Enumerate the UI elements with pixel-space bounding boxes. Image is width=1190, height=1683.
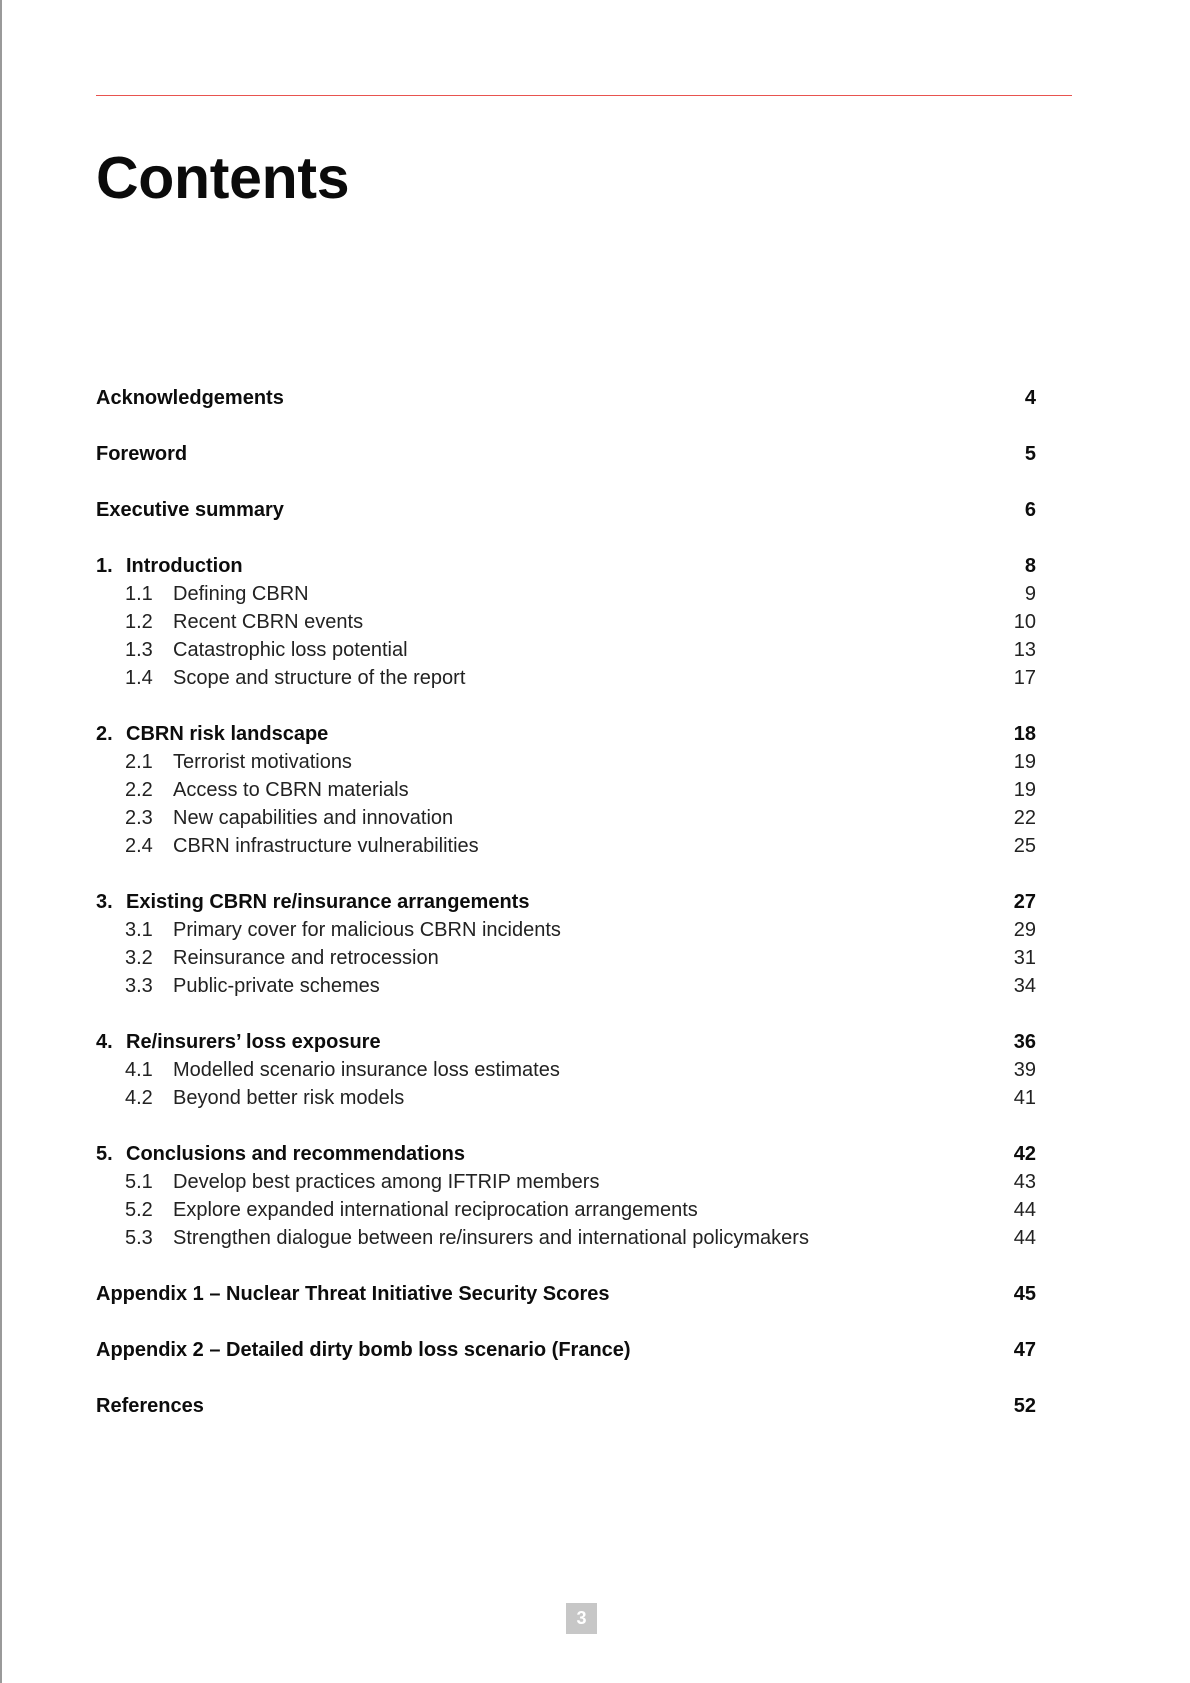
toc-section-title: Conclusions and recommendations — [126, 1143, 465, 1165]
toc-subsection-title: Beyond better risk models — [173, 1087, 405, 1109]
toc-entry-title: Appendix 2 – Detailed dirty bomb loss scenario (France) — [96, 1339, 631, 1361]
toc-entry-page: 4 — [1024, 387, 1036, 409]
toc-subsection-3-1[interactable] — [96, 916, 1036, 944]
table-of-contents — [96, 384, 1036, 1420]
toc-subsection-title: Terrorist motivations — [173, 751, 352, 773]
toc-subsection-page: 10 — [1013, 611, 1036, 633]
toc-entry-page: 47 — [1013, 1339, 1036, 1361]
toc-subsection-page: 44 — [1013, 1227, 1036, 1249]
toc-subsection-number: 1.2 — [125, 611, 153, 633]
toc-subsection-page: 43 — [1013, 1171, 1036, 1193]
toc-entry-page: 45 — [1013, 1283, 1036, 1305]
toc-section-5[interactable] — [96, 1140, 1036, 1168]
toc-subsection-number: 5.2 — [125, 1199, 153, 1221]
toc-subsection-1-2[interactable] — [96, 608, 1036, 636]
toc-subsection-number: 2.2 — [125, 779, 153, 801]
toc-subsection-2-4[interactable] — [96, 832, 1036, 860]
toc-entry-page: 6 — [1024, 499, 1036, 521]
toc-subsection-number: 3.2 — [125, 947, 153, 969]
toc-subsection-title: Access to CBRN materials — [173, 779, 409, 801]
toc-subsection-2-3[interactable] — [96, 804, 1036, 832]
toc-subsection-title: Strengthen dialogue between re/insurers and international policymakers — [173, 1227, 809, 1249]
toc-subsection-title: Modelled scenario insurance loss estimates — [173, 1059, 560, 1081]
toc-entry-title: Acknowledgements — [96, 387, 284, 409]
toc-section-3[interactable] — [96, 888, 1036, 916]
toc-entry-foreword[interactable] — [96, 440, 1036, 468]
toc-subsection-title: Scope and structure of the report — [173, 667, 466, 689]
page-left-edge — [0, 0, 2, 1683]
toc-entry-appendix-2[interactable] — [96, 1336, 1036, 1364]
toc-subsection-title: Catastrophic loss potential — [173, 639, 408, 661]
toc-subsection-number: 4.2 — [125, 1087, 153, 1109]
toc-subsection-4-2[interactable] — [96, 1084, 1036, 1112]
toc-subsection-title: Primary cover for malicious CBRN incidents — [173, 919, 561, 941]
toc-subsection-number: 2.4 — [125, 835, 153, 857]
toc-subsection-title: Defining CBRN — [173, 583, 309, 605]
toc-subsection-page: 39 — [1013, 1059, 1036, 1081]
toc-subsection-1-1[interactable] — [96, 580, 1036, 608]
toc-section-number: 4. — [96, 1031, 113, 1053]
toc-section-number: 3. — [96, 891, 113, 913]
toc-section-page: 36 — [1013, 1031, 1036, 1053]
toc-subsection-5-3[interactable] — [96, 1224, 1036, 1252]
toc-subsection-page: 44 — [1013, 1199, 1036, 1221]
toc-subsection-page: 17 — [1013, 667, 1036, 689]
toc-entry-title: Appendix 1 – Nuclear Threat Initiative Security Scores — [96, 1283, 610, 1305]
toc-subsection-number: 5.3 — [125, 1227, 153, 1249]
toc-section-number: 5. — [96, 1143, 113, 1165]
toc-subsection-title: Develop best practices among IFTRIP members — [173, 1171, 600, 1193]
toc-entry-references[interactable] — [96, 1392, 1036, 1420]
toc-subsection-title: Public-private schemes — [173, 975, 380, 997]
toc-subsection-number: 4.1 — [125, 1059, 153, 1081]
toc-subsection-number: 1.4 — [125, 667, 153, 689]
toc-subsection-title: Reinsurance and retrocession — [173, 947, 439, 969]
toc-section-number: 1. — [96, 555, 113, 577]
toc-entry-title: Executive summary — [96, 499, 284, 521]
toc-entry-appendix-1[interactable] — [96, 1280, 1036, 1308]
toc-subsection-1-4[interactable] — [96, 664, 1036, 692]
toc-subsection-number: 1.3 — [125, 639, 153, 661]
toc-subsection-1-3[interactable] — [96, 636, 1036, 664]
toc-section-title: Re/insurers’ loss exposure — [126, 1031, 381, 1053]
toc-subsection-page: 25 — [1013, 835, 1036, 857]
page-number-badge: 3 — [566, 1603, 597, 1634]
toc-subsection-5-1[interactable] — [96, 1168, 1036, 1196]
toc-subsection-3-2[interactable] — [96, 944, 1036, 972]
toc-subsection-title: New capabilities and innovation — [173, 807, 454, 829]
toc-subsection-title: CBRN infrastructure vulnerabilities — [173, 835, 479, 857]
toc-subsection-page: 19 — [1013, 751, 1036, 773]
toc-subsection-number: 2.3 — [125, 807, 153, 829]
toc-section-number: 2. — [96, 723, 113, 745]
toc-section-page: 42 — [1013, 1143, 1036, 1165]
toc-subsection-number: 2.1 — [125, 751, 153, 773]
toc-entry-acknowledgements[interactable] — [96, 384, 1036, 412]
toc-subsection-page: 13 — [1013, 639, 1036, 661]
top-divider — [96, 95, 1072, 96]
toc-entry-page: 5 — [1024, 443, 1036, 465]
toc-subsection-number: 3.1 — [125, 919, 153, 941]
toc-entry-executive-summary[interactable] — [96, 496, 1036, 524]
toc-section-title: Introduction — [126, 555, 243, 577]
toc-subsection-number: 1.1 — [125, 583, 153, 605]
toc-subsection-page: 19 — [1013, 779, 1036, 801]
toc-subsection-page: 31 — [1013, 947, 1036, 969]
toc-section-1[interactable] — [96, 552, 1036, 580]
toc-section-title: Existing CBRN re/insurance arrangements — [126, 891, 530, 913]
toc-subsection-title: Recent CBRN events — [173, 611, 364, 633]
toc-subsection-number: 3.3 — [125, 975, 153, 997]
toc-section-page: 27 — [1013, 891, 1036, 913]
toc-entry-page: 52 — [1013, 1395, 1036, 1417]
toc-subsection-2-2[interactable] — [96, 776, 1036, 804]
toc-subsection-3-3[interactable] — [96, 972, 1036, 1000]
toc-subsection-number: 5.1 — [125, 1171, 153, 1193]
toc-section-4[interactable] — [96, 1028, 1036, 1056]
toc-subsection-title: Explore expanded international reciprocation arrangements — [173, 1199, 698, 1221]
page-title: Contents — [96, 145, 350, 211]
toc-section-title: CBRN risk landscape — [126, 723, 329, 745]
toc-entry-title: Foreword — [96, 443, 188, 465]
toc-subsection-page: 9 — [1024, 583, 1036, 605]
toc-subsection-5-2[interactable] — [96, 1196, 1036, 1224]
toc-section-2[interactable] — [96, 720, 1036, 748]
toc-subsection-page: 29 — [1013, 919, 1036, 941]
toc-section-page: 8 — [1024, 555, 1036, 577]
toc-subsection-page: 22 — [1013, 807, 1036, 829]
toc-section-page: 18 — [1013, 723, 1036, 745]
toc-subsection-page: 41 — [1013, 1087, 1036, 1109]
toc-subsection-2-1[interactable] — [96, 748, 1036, 776]
toc-subsection-4-1[interactable] — [96, 1056, 1036, 1084]
toc-subsection-page: 34 — [1013, 975, 1036, 997]
toc-entry-title: References — [96, 1395, 204, 1417]
